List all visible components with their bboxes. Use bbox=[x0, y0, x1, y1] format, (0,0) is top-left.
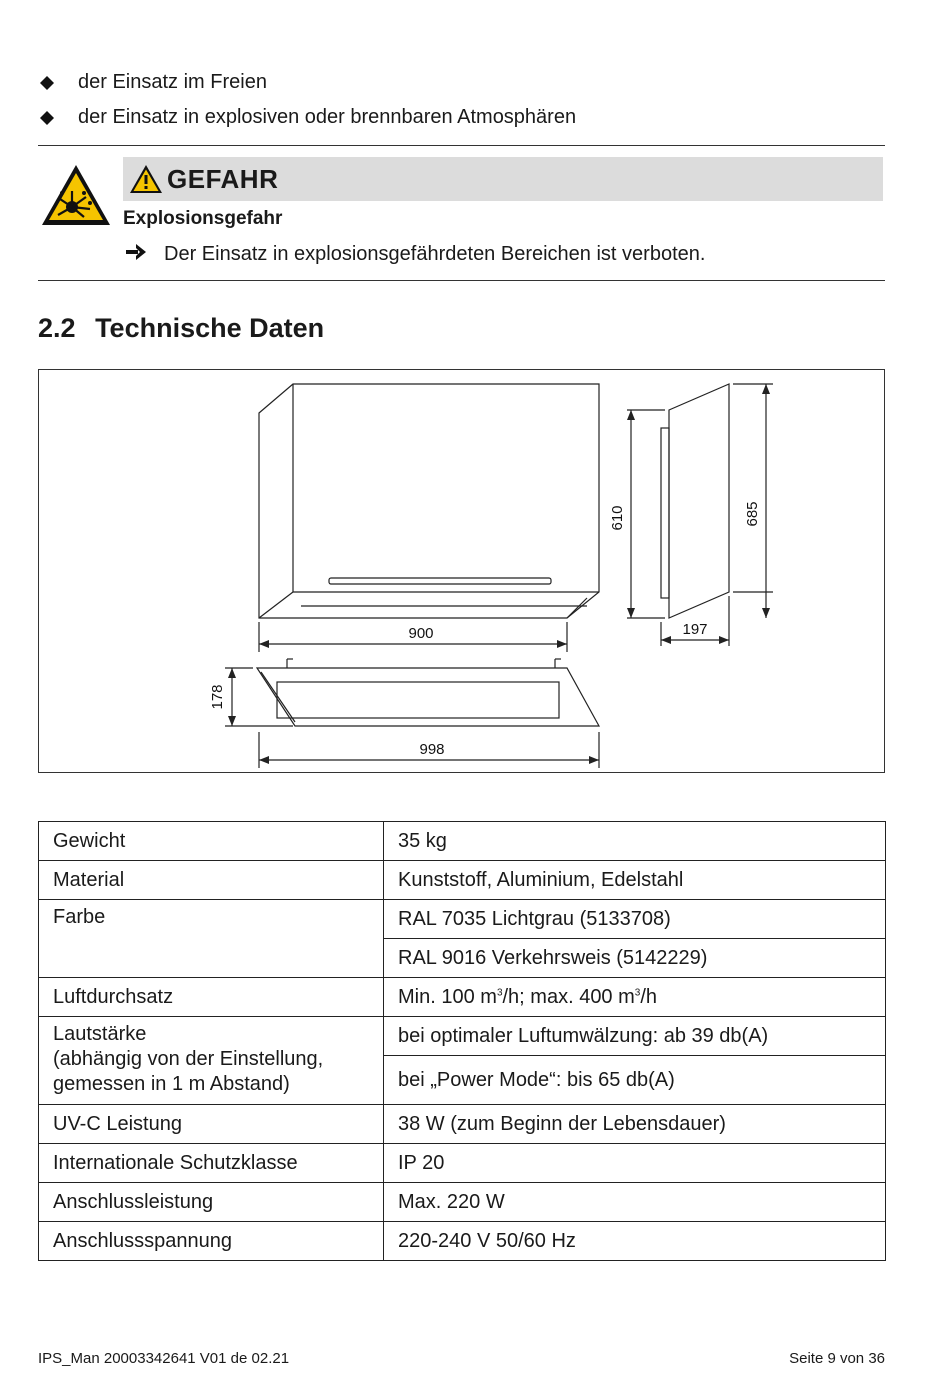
airflow-end: /h bbox=[640, 985, 658, 1008]
bottom-view-edge bbox=[261, 672, 295, 722]
dim-label-depth: 178 bbox=[209, 684, 226, 710]
dim-label-bottom-width: 998 bbox=[419, 741, 445, 758]
spec-label: Anschlussspannung bbox=[39, 1222, 384, 1261]
footer-page-number: Seite 9 von 36 bbox=[789, 1350, 885, 1367]
table-row bbox=[39, 822, 886, 861]
dim-arrow bbox=[259, 756, 269, 764]
spec-label: Internationale Schutzklasse bbox=[39, 1144, 384, 1183]
spec-label: Gewicht bbox=[39, 822, 384, 861]
dim-arrow bbox=[228, 668, 236, 678]
arrow-right-icon bbox=[126, 243, 148, 266]
diamond-bullet-icon bbox=[40, 111, 54, 125]
section-title: Technische Daten bbox=[95, 313, 325, 343]
dim-arrow bbox=[719, 636, 729, 644]
dim-label-front-width: 900 bbox=[408, 625, 434, 642]
dim-label-front-height: 610 bbox=[609, 505, 626, 531]
warning-action bbox=[126, 243, 705, 266]
spec-value: IP 20 bbox=[384, 1144, 886, 1183]
bullet-item bbox=[40, 106, 576, 129]
spec-value: 35 kg bbox=[384, 822, 886, 861]
table-row bbox=[39, 861, 886, 900]
spec-value: Max. 220 W bbox=[384, 1183, 886, 1222]
dim-arrow bbox=[259, 640, 269, 648]
warning-title: Explosionsgefahr bbox=[123, 208, 283, 229]
warning-triangle-icon bbox=[129, 164, 163, 194]
front-view-housing bbox=[259, 384, 599, 618]
spec-value: bei „Power Mode“: bis 65 db(A) bbox=[384, 1056, 886, 1105]
spec-label: UV-C Leistung bbox=[39, 1105, 384, 1144]
table-row bbox=[39, 1222, 886, 1261]
spec-value: RAL 9016 Verkehrsweis (5142229) bbox=[384, 939, 886, 978]
footer-doc-id: IPS_Man 20003342641 V01 de 02.21 bbox=[38, 1350, 290, 1367]
airflow-unit-exponent: 3 bbox=[496, 986, 503, 998]
side-view-outline bbox=[669, 384, 729, 618]
airflow-unit-exponent: 3 bbox=[634, 986, 641, 998]
bottom-view-panel bbox=[277, 682, 559, 718]
explosion-hazard-icon bbox=[40, 163, 112, 227]
table-row bbox=[39, 1183, 886, 1222]
airflow-mid: /h; max. 400 m bbox=[502, 985, 635, 1008]
bullet-text: der Einsatz im Freien bbox=[78, 71, 267, 93]
warning-header bbox=[123, 157, 883, 201]
spec-value: 220-240 V 50/60 Hz bbox=[384, 1222, 886, 1261]
spec-label bbox=[39, 1017, 384, 1105]
table-row bbox=[39, 1105, 886, 1144]
dim-arrow bbox=[627, 410, 635, 420]
signal-word: GEFAHR bbox=[167, 163, 279, 194]
section-number: 2.2 bbox=[38, 313, 76, 343]
dim-arrow bbox=[762, 384, 770, 394]
spec-label: Anschlussleistung bbox=[39, 1183, 384, 1222]
airflow-min: Min. 100 m bbox=[398, 985, 497, 1008]
bottom-view-outline bbox=[257, 668, 599, 726]
spec-value: 38 W (zum Beginn der Lebensdauer) bbox=[384, 1105, 886, 1144]
bullet-text: der Einsatz in explosiven oder brennbaren Atmosphären bbox=[78, 106, 577, 128]
bullet-item bbox=[40, 71, 267, 94]
dim-arrow bbox=[627, 608, 635, 618]
noise-label: Lautstärke bbox=[53, 1023, 147, 1045]
table-row bbox=[39, 1017, 886, 1056]
dim-label-side-height: 685 bbox=[744, 501, 761, 527]
dim-arrow bbox=[661, 636, 671, 644]
dimension-drawing-svg bbox=[39, 370, 884, 772]
spec-value: Kunststoff, Aluminium, Edelstahl bbox=[384, 861, 886, 900]
dim-arrow bbox=[557, 640, 567, 648]
dim-arrow bbox=[762, 608, 770, 618]
diamond-bullet-icon bbox=[40, 76, 54, 90]
section-heading bbox=[38, 313, 324, 344]
dim-arrow bbox=[228, 716, 236, 726]
divider bbox=[38, 145, 885, 146]
spec-value bbox=[384, 978, 886, 1017]
spec-label: Luftdurchsatz bbox=[39, 978, 384, 1017]
table-row bbox=[39, 900, 886, 939]
spec-label: Farbe bbox=[39, 900, 384, 978]
spec-value: RAL 7035 Lichtgrau (5133708) bbox=[384, 900, 886, 939]
dim-arrow bbox=[589, 756, 599, 764]
spec-table bbox=[38, 821, 886, 1261]
noise-label-note: gemessen in 1 m Abstand) bbox=[53, 1073, 290, 1095]
table-row bbox=[39, 978, 886, 1017]
table-row bbox=[39, 1144, 886, 1183]
dimension-drawing bbox=[38, 369, 885, 773]
noise-label-note: (abhängig von der Einstellung, bbox=[53, 1048, 324, 1070]
spec-value: bei optimaler Luftumwälzung: ab 39 db(A) bbox=[384, 1017, 886, 1056]
dim-label-side-depth: 197 bbox=[682, 621, 708, 638]
warning-action-text: Der Einsatz in explosionsgefährdeten Bereichen ist verboten. bbox=[164, 243, 706, 265]
spec-label: Material bbox=[39, 861, 384, 900]
side-view-mount bbox=[661, 428, 669, 598]
divider bbox=[38, 280, 885, 281]
